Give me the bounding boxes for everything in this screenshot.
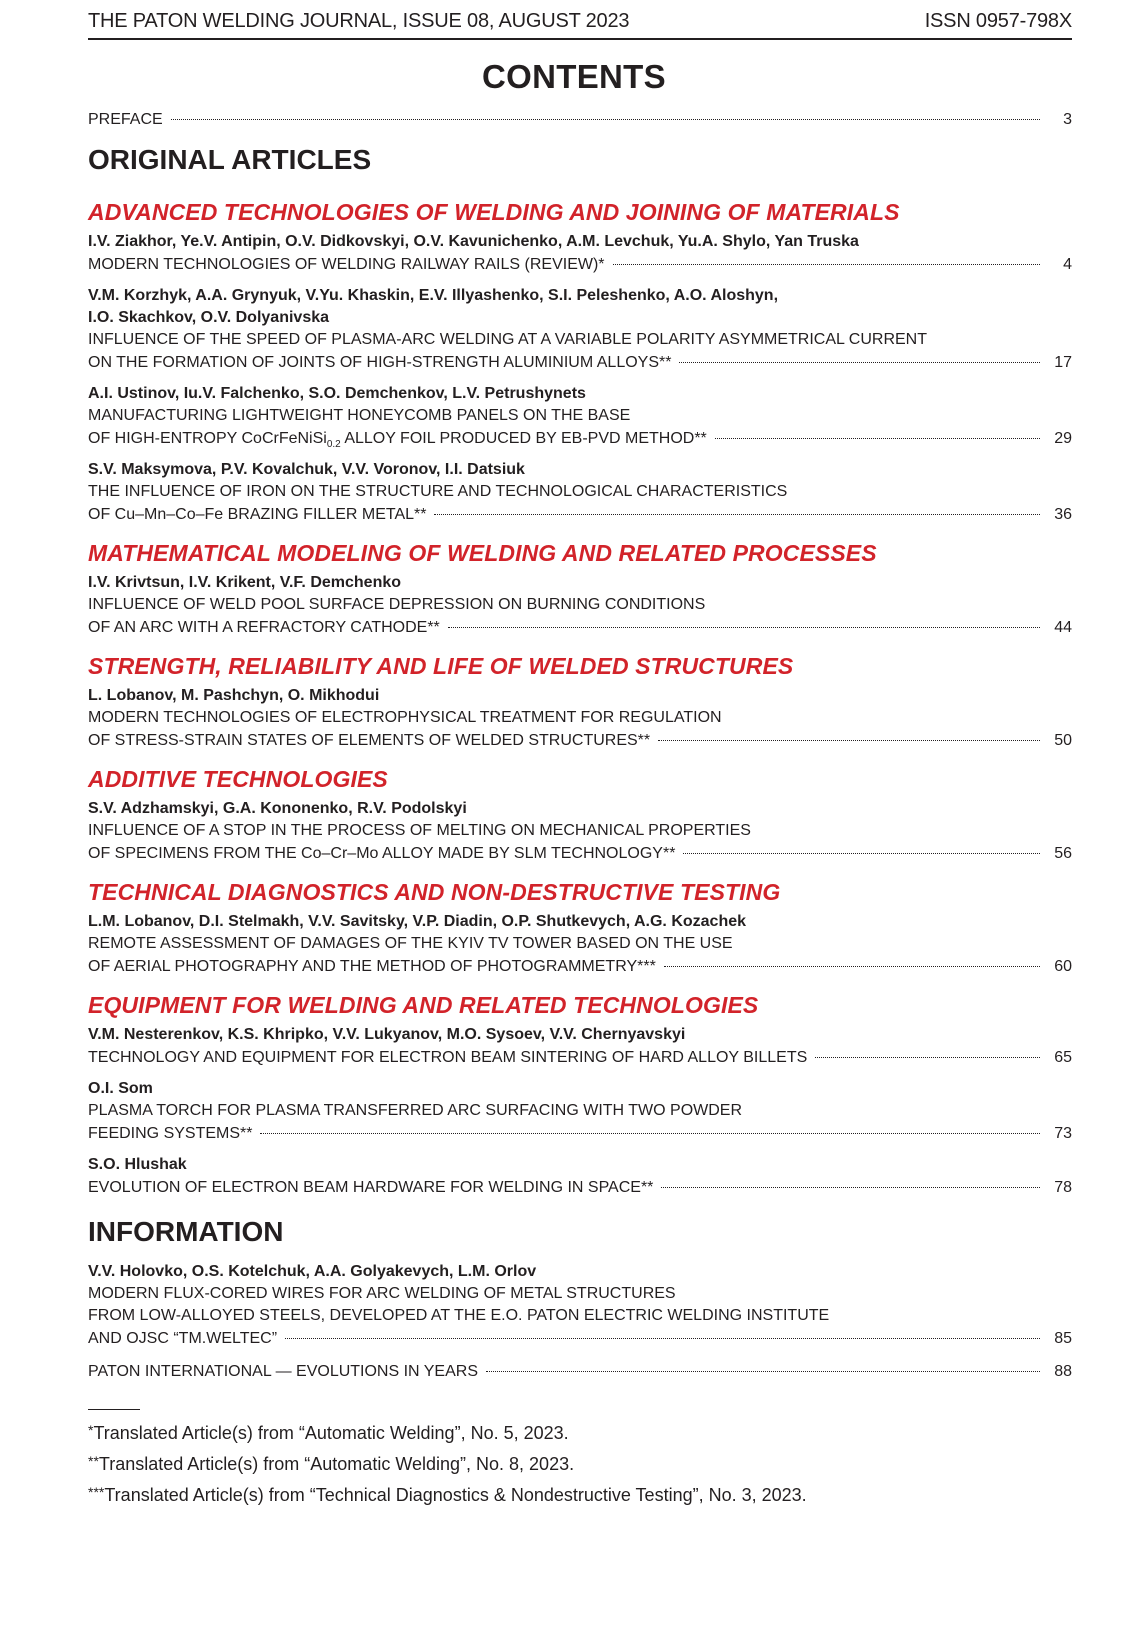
dot-leader xyxy=(260,1133,1040,1134)
article-authors: I.V. Krivtsun, I.V. Krikent, V.F. Demchenko xyxy=(88,574,402,591)
article-title: INFLUENCE OF WELD POOL SURFACE DEPRESSION ON BURNING CONDITIONS xyxy=(88,596,706,613)
article-authors: A.I. Ustinov, Iu.V. Falchenko, S.O. Demchenkov, L.V. Petrushynets xyxy=(88,385,586,402)
dot-leader xyxy=(658,740,1040,741)
footnote-text: Translated Article(s) from “Automatic Welding”, No. 5, 2023. xyxy=(93,1423,569,1443)
article-title: OF Cu–Mn–Co–Fe BRAZING FILLER METAL** xyxy=(88,506,427,523)
footnote-mark: ** xyxy=(88,1453,99,1469)
footnote xyxy=(88,1447,1072,1478)
article-title: MODERN TECHNOLOGIES OF WELDING RAILWAY RAILS (REVIEW)* xyxy=(88,256,605,273)
article-authors: V.V. Holovko, O.S. Kotelchuk, A.A. Golyakevych, L.M. Orlov xyxy=(88,1263,537,1280)
part-heading-original-articles: ORIGINAL ARTICLES xyxy=(88,144,372,175)
article-title: ON THE FORMATION OF JOINTS OF HIGH-STRENGTH ALUMINIUM ALLOYS** xyxy=(88,354,672,371)
footnote xyxy=(88,1416,1072,1447)
page-number: 65 xyxy=(1054,1049,1072,1066)
article-authors: S.V. Adzhamskyi, G.A. Kononenko, R.V. Podolskyi xyxy=(88,800,467,817)
page-number: 56 xyxy=(1054,845,1072,862)
article-title: FEEDING SYSTEMS** xyxy=(88,1125,253,1142)
dot-leader xyxy=(448,627,1040,628)
article-title: OF HIGH-ENTROPY CoCrFeNiSi$_{0.2}$ ALLOY FOIL PRODUCED BY EB-PVD METHOD** xyxy=(88,430,707,450)
page-number: 60 xyxy=(1054,958,1072,975)
section-heading: ADDITIVE TECHNOLOGIES xyxy=(88,766,388,792)
page-number: 88 xyxy=(1054,1363,1072,1380)
section-heading: EQUIPMENT FOR WELDING AND RELATED TECHNOLOGIES xyxy=(88,992,759,1018)
page-number: 4 xyxy=(1063,256,1072,273)
toc-entry[interactable] xyxy=(88,1078,1072,1145)
footnote-mark: *** xyxy=(88,1484,105,1500)
article-authors: S.V. Maksymova, P.V. Kovalchuk, V.V. Voronov, I.I. Datsiuk xyxy=(88,461,525,478)
article-title: THE INFLUENCE OF IRON ON THE STRUCTURE AND TECHNOLOGICAL CHARACTERISTICS xyxy=(88,483,788,500)
page-number: 50 xyxy=(1054,732,1072,749)
running-header xyxy=(88,8,1072,40)
article-title: TECHNOLOGY AND EQUIPMENT FOR ELECTRON BEAM SINTERING OF HARD ALLOY BILLETS xyxy=(88,1049,808,1066)
toc-entry[interactable] xyxy=(88,798,1072,865)
toc-entry[interactable] xyxy=(88,1024,1072,1069)
toc-entry[interactable] xyxy=(88,1261,1072,1350)
article-authors: I.V. Ziakhor, Ye.V. Antipin, O.V. Didkovskyi, O.V. Kavunichenko, A.M. Levchuk, Yu.A. Shylo, Yan Truska xyxy=(88,233,859,250)
dot-leader xyxy=(679,362,1040,363)
page-number: 17 xyxy=(1054,354,1072,371)
toc-entry[interactable] xyxy=(88,572,1072,639)
section-heading: ADVANCED TECHNOLOGIES OF WELDING AND JOINING OF MATERIALS xyxy=(88,199,900,225)
dot-leader xyxy=(285,1338,1040,1339)
article-title: OF STRESS-STRAIN STATES OF ELEMENTS OF WELDED STRUCTURES** xyxy=(88,732,651,749)
article-title: FROM LOW-ALLOYED STEELS, DEVELOPED AT THE E.O. PATON ELECTRIC WELDING INSTITUTE xyxy=(88,1307,830,1324)
page-title: CONTENTS xyxy=(482,58,666,95)
toc-entry-preface[interactable] xyxy=(88,108,1072,131)
footnote-rule xyxy=(88,1409,140,1410)
dot-leader xyxy=(434,514,1040,515)
dot-leader xyxy=(815,1057,1040,1058)
dot-leader xyxy=(613,264,1040,265)
footnote-text: Translated Article(s) from “Technical Diagnostics & Nondestructive Testing”, No. 3, 2023. xyxy=(104,1485,807,1505)
article-title: INFLUENCE OF THE SPEED OF PLASMA-ARC WELDING AT A VARIABLE POLARITY ASYMMETRICAL CURRENT xyxy=(88,331,927,348)
page-number: 29 xyxy=(1054,430,1072,447)
toc-entry[interactable] xyxy=(88,911,1072,978)
entry-title: PATON INTERNATIONAL — EVOLUTIONS IN YEARS xyxy=(88,1363,478,1380)
footnotes xyxy=(88,1416,1072,1509)
toc-entry[interactable] xyxy=(88,459,1072,526)
article-title: MODERN TECHNOLOGIES OF ELECTROPHYSICAL TREATMENT FOR REGULATION xyxy=(88,709,722,726)
article-authors: V.M. Nesterenkov, K.S. Khripko, V.V. Lukyanov, M.O. Sysoev, V.V. Chernyavskyi xyxy=(88,1026,686,1043)
article-title: OF SPECIMENS FROM THE Co–Cr–Mo ALLOY MADE BY SLM TECHNOLOGY** xyxy=(88,845,676,862)
article-authors: V.M. Korzhyk, A.A. Grynyuk, V.Yu. Khaskin, E.V. Illyashenko, S.I. Peleshenko, A.O. Aloshyn, xyxy=(88,287,779,304)
issn: ISSN 0957-798X xyxy=(924,10,1072,32)
article-authors: L.M. Lobanov, D.I. Stelmakh, V.V. Savitsky, V.P. Diadin, O.P. Shutkevych, A.G. Kozachek xyxy=(88,913,747,930)
article-title: EVOLUTION OF ELECTRON BEAM HARDWARE FOR WELDING IN SPACE** xyxy=(88,1179,654,1196)
footnote-mark: * xyxy=(88,1422,94,1438)
entry-title: PREFACE xyxy=(88,111,163,128)
article-title: OF AERIAL PHOTOGRAPHY AND THE METHOD OF PHOTOGRAMMETRY*** xyxy=(88,958,656,975)
article-authors: I.O. Skachkov, O.V. Dolyanivska xyxy=(88,309,330,326)
page-number: 3 xyxy=(1063,111,1072,128)
footnote xyxy=(88,1478,1072,1509)
article-authors: O.I. Som xyxy=(88,1080,153,1097)
dot-leader xyxy=(171,119,1040,120)
toc-entry[interactable] xyxy=(88,1360,1072,1383)
page-number: 85 xyxy=(1054,1330,1072,1347)
toc-entry[interactable] xyxy=(88,231,1072,276)
dot-leader xyxy=(683,853,1040,854)
article-title: PLASMA TORCH FOR PLASMA TRANSFERRED ARC SURFACING WITH TWO POWDER xyxy=(88,1102,743,1119)
toc-entry[interactable] xyxy=(88,285,1072,374)
article-title: MANUFACTURING LIGHTWEIGHT HONEYCOMB PANELS ON THE BASE xyxy=(88,407,631,424)
footnote-text: Translated Article(s) from “Automatic Welding”, No. 8, 2023. xyxy=(98,1454,575,1474)
page-number: 78 xyxy=(1054,1179,1072,1196)
article-authors: S.O. Hlushak xyxy=(88,1156,187,1173)
toc-entry[interactable] xyxy=(88,1154,1072,1199)
toc-entry[interactable] xyxy=(88,383,1072,450)
article-authors: L. Lobanov, M. Pashchyn, O. Mikhodui xyxy=(88,687,380,704)
subscript: 0.2 xyxy=(326,439,341,450)
article-title: INFLUENCE OF A STOP IN THE PROCESS OF MELTING ON MECHANICAL PROPERTIES xyxy=(88,822,751,839)
page-number: 36 xyxy=(1054,506,1072,523)
article-title: MODERN FLUX-CORED WIRES FOR ARC WELDING OF METAL STRUCTURES xyxy=(88,1285,676,1302)
dot-leader xyxy=(715,438,1040,439)
article-title: AND OJSC “TM.WELTEC” xyxy=(88,1330,278,1347)
section-heading: TECHNICAL DIAGNOSTICS AND NON-DESTRUCTIVE TESTING xyxy=(88,879,781,905)
page-number: 73 xyxy=(1054,1125,1072,1142)
toc-entry[interactable] xyxy=(88,685,1072,752)
journal-title: THE PATON WELDING JOURNAL, ISSUE 08, AUGUST 2023 xyxy=(88,10,630,32)
page-number: 44 xyxy=(1054,619,1072,636)
dot-leader xyxy=(664,966,1040,967)
article-title: OF AN ARC WITH A REFRACTORY CATHODE** xyxy=(88,619,440,636)
section-heading: MATHEMATICAL MODELING OF WELDING AND RELATED PROCESSES xyxy=(88,540,877,566)
table-of-contents xyxy=(88,104,1072,1509)
article-title: REMOTE ASSESSMENT OF DAMAGES OF THE KYIV TV TOWER BASED ON THE USE xyxy=(88,935,733,952)
dot-leader xyxy=(661,1187,1040,1188)
part-heading-information: INFORMATION xyxy=(88,1216,284,1247)
dot-leader xyxy=(486,1371,1040,1372)
section-heading: STRENGTH, RELIABILITY AND LIFE OF WELDED STRUCTURES xyxy=(88,653,794,679)
